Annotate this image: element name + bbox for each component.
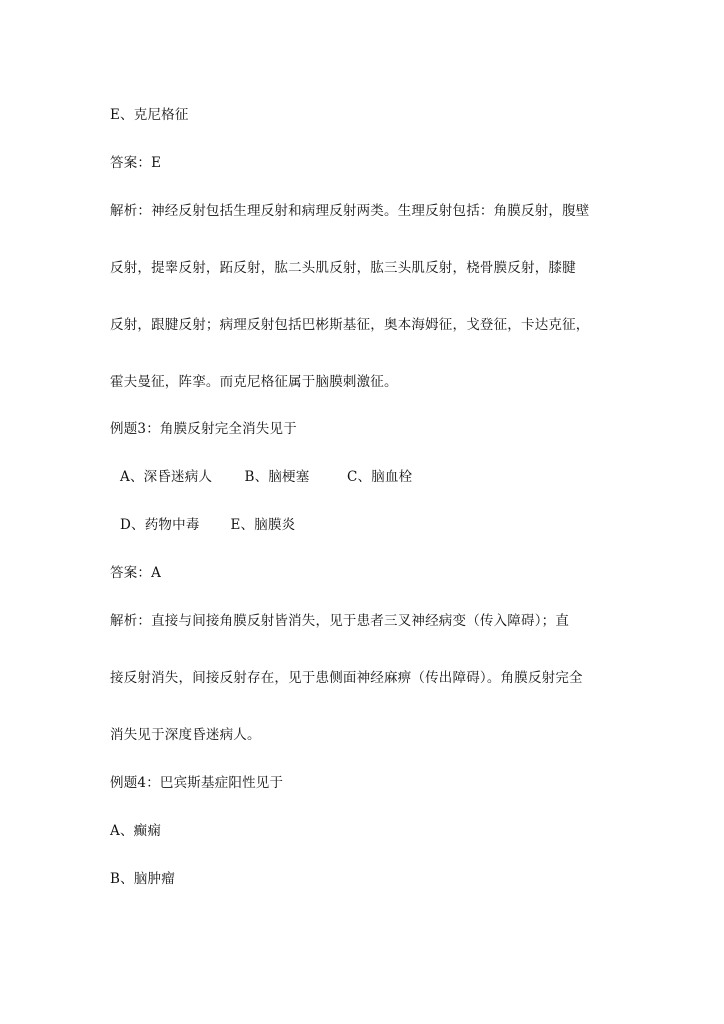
analysis-q3-line-3: 消失见于深度昏迷病人。 [110, 727, 261, 743]
q4-option-a: A、癫痫 [110, 823, 162, 839]
answer-q2: 答案：E [110, 155, 162, 171]
analysis-q3-line-1: 解析：直接与间接角膜反射皆消失，见于患者三叉神经病变（传入障碍）；直 [110, 613, 570, 629]
analysis-q2-line-1: 解析：神经反射包括生理反射和病理反射两类。生理反射包括：角膜反射，腹壁 [110, 203, 590, 219]
q3-option-e: E、脑膜炎 [230, 517, 296, 533]
prev-option-e: E、克尼格征 [110, 107, 189, 123]
analysis-q3-line-2: 接反射消失，间接反射存在，见于患侧面神经麻痹（传出障碍）。角膜反射完全 [110, 670, 583, 686]
q4-option-b: B、脑肿瘤 [110, 871, 175, 887]
q3-option-c: C、脑血栓 [347, 469, 413, 485]
analysis-q2-line-2: 反射，提睾反射，跖反射，肱二头肌反射，肱三头肌反射，桡骨膜反射，膝腱 [110, 260, 576, 276]
q3-option-d: D、药物中毒 [120, 517, 200, 533]
q3-option-b: B、脑梗塞 [244, 469, 310, 485]
analysis-q2-line-4: 霍夫曼征，阵挛。而克尼格征属于脑膜刺激征。 [110, 374, 398, 390]
q3-title: 例题3：角膜反射完全消失见于 [110, 421, 297, 437]
q3-options-row-2 [120, 516, 295, 534]
q3-option-a: A、深昏迷病人 [120, 469, 213, 485]
analysis-q2-line-3: 反射，跟腱反射；病理反射包括巴彬斯基征，奥本海姆征，戈登征，卡达克征， [110, 317, 590, 333]
answer-q3: 答案：A [110, 565, 162, 581]
q4-title: 例题4：巴宾斯基症阳性见于 [110, 775, 284, 791]
q3-options-row-1 [120, 468, 412, 486]
